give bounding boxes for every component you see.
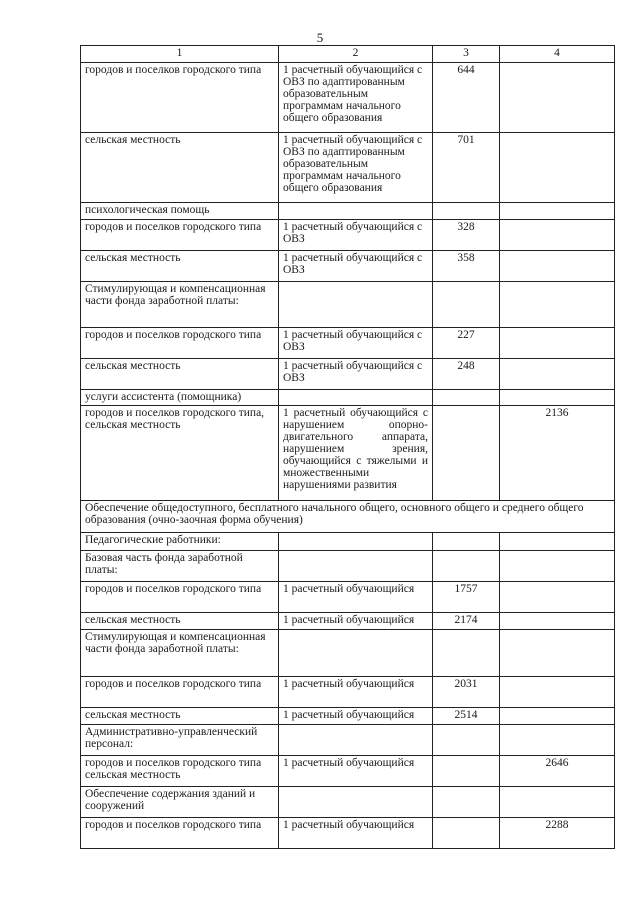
- table-row: [81, 328, 615, 359]
- table-row: [81, 406, 615, 501]
- cell-value-col3: [433, 282, 500, 328]
- cell-unit: 1 расчетный обучающийся с ОВЗ: [279, 220, 433, 251]
- cell-value-col4: 2646: [500, 756, 615, 787]
- column-header-4: 4: [500, 46, 615, 63]
- cell-value-col4: [500, 551, 615, 582]
- cell-value-col4: [500, 677, 615, 708]
- cell-value-col4: [500, 725, 615, 756]
- cell-category: городов и поселков городского типа сельская местность: [81, 756, 279, 787]
- table-row: [81, 533, 615, 551]
- cell-value-col3: 227: [433, 328, 500, 359]
- cell-value-col3: [433, 390, 500, 406]
- table-row: [81, 630, 615, 677]
- cell-value-col3: 328: [433, 220, 500, 251]
- cell-unit: 1 расчетный обучающийся с ОВЗ по адаптированным образовательным программам начального общего образования: [279, 133, 433, 203]
- cell-value-col4: [500, 708, 615, 725]
- cell-category: сельская местность: [81, 251, 279, 282]
- table-row: [81, 133, 615, 203]
- cell-value-col4: [500, 133, 615, 203]
- cell-category: Педагогические работники:: [81, 533, 279, 551]
- cell-unit: 1 расчетный обучающийся: [279, 818, 433, 849]
- cell-unit: [279, 282, 433, 328]
- column-header-3: 3: [433, 46, 500, 63]
- table-row: [81, 551, 615, 582]
- table-body: [81, 63, 615, 849]
- cell-unit: 1 расчетный обучающийся с ОВЗ: [279, 328, 433, 359]
- cell-value-col4: [500, 613, 615, 630]
- cell-unit: [279, 533, 433, 551]
- cell-value-col4: [500, 533, 615, 551]
- cell-value-col3: [433, 406, 500, 501]
- page-number: 5: [316, 30, 324, 45]
- cell-value-col3: [433, 203, 500, 220]
- table-row: [81, 787, 615, 818]
- cell-category: психологическая помощь: [81, 203, 279, 220]
- table-row: [81, 677, 615, 708]
- table-row: [81, 390, 615, 406]
- table-row: [81, 501, 615, 533]
- cell-category: городов и поселков городского типа: [81, 220, 279, 251]
- table-row: [81, 63, 615, 133]
- cell-category: Стимулирующая и компенсационная части фонда заработной платы:: [81, 282, 279, 328]
- cell-value-col4: [500, 220, 615, 251]
- cell-value-col4: [500, 787, 615, 818]
- cell-value-col3: 2031: [433, 677, 500, 708]
- norms-table: [80, 45, 615, 849]
- cell-unit: [279, 787, 433, 818]
- cell-category: Обеспечение содержания зданий и сооружений: [81, 787, 279, 818]
- table-row: [81, 725, 615, 756]
- cell-value-col4: [500, 251, 615, 282]
- cell-value-col4: [500, 582, 615, 613]
- table-row: [81, 708, 615, 725]
- table-row: [81, 251, 615, 282]
- cell-category: городов и поселков городского типа: [81, 63, 279, 133]
- cell-value-col4: 2288: [500, 818, 615, 849]
- cell-category: городов и поселков городского типа: [81, 328, 279, 359]
- cell-value-col4: [500, 203, 615, 220]
- header-row: [81, 46, 615, 63]
- cell-category: городов и поселков городского типа: [81, 818, 279, 849]
- cell-value-col4: [500, 390, 615, 406]
- cell-unit: 1 расчетный обучающийся с ОВЗ: [279, 359, 433, 390]
- cell-unit: 1 расчетный обучающийся с ОВЗ: [279, 251, 433, 282]
- cell-value-col3: [433, 818, 500, 849]
- table-row: [81, 282, 615, 328]
- cell-unit: [279, 203, 433, 220]
- cell-category: Административно-управленческий персонал:: [81, 725, 279, 756]
- cell-value-col3: 2174: [433, 613, 500, 630]
- table-row: [81, 359, 615, 390]
- cell-category: Стимулирующая и компенсационная части фонда заработной платы:: [81, 630, 279, 677]
- table-row: [81, 220, 615, 251]
- cell-unit: 1 расчетный обучающийся с нарушением опорно-двигательного аппарата, нарушением зрения, обучающийся с тяжелыми и множественными нарушениями развития: [279, 406, 433, 501]
- cell-value-col3: 1757: [433, 582, 500, 613]
- cell-value-col3: [433, 787, 500, 818]
- cell-value-col4: [500, 630, 615, 677]
- cell-unit: [279, 390, 433, 406]
- cell-value-col4: [500, 328, 615, 359]
- cell-value-col3: 701: [433, 133, 500, 203]
- cell-category: услуги ассистента (помощника): [81, 390, 279, 406]
- cell-unit: 1 расчетный обучающийся: [279, 677, 433, 708]
- table-row: [81, 613, 615, 630]
- cell-value-col4: [500, 359, 615, 390]
- cell-value-col3: [433, 756, 500, 787]
- cell-unit: 1 расчетный обучающийся: [279, 756, 433, 787]
- cell-category: сельская местность: [81, 359, 279, 390]
- cell-unit: 1 расчетный обучающийся: [279, 613, 433, 630]
- cell-value-col3: 644: [433, 63, 500, 133]
- cell-unit: 1 расчетный обучающийся: [279, 708, 433, 725]
- cell-category: городов и поселков городского типа, сельская местность: [81, 406, 279, 501]
- cell-category: сельская местность: [81, 133, 279, 203]
- cell-category: Базовая часть фонда заработной платы:: [81, 551, 279, 582]
- column-header-2: 2: [279, 46, 433, 63]
- table-row: [81, 203, 615, 220]
- cell-value-col4: [500, 282, 615, 328]
- table-row: [81, 582, 615, 613]
- column-header-1: 1: [81, 46, 279, 63]
- cell-value-col3: [433, 630, 500, 677]
- cell-unit: 1 расчетный обучающийся с ОВЗ по адаптированным образовательным программам начального общего образования: [279, 63, 433, 133]
- cell-unit: [279, 630, 433, 677]
- cell-category: городов и поселков городского типа: [81, 582, 279, 613]
- cell-value-col3: [433, 551, 500, 582]
- cell-category: сельская местность: [81, 708, 279, 725]
- table-row: [81, 818, 615, 849]
- cell-value-col3: 358: [433, 251, 500, 282]
- cell-unit: 1 расчетный обучающийся: [279, 582, 433, 613]
- cell-value-col3: 2514: [433, 708, 500, 725]
- cell-value-col3: [433, 725, 500, 756]
- table-row: [81, 756, 615, 787]
- cell-value-col4: 2136: [500, 406, 615, 501]
- section-heading-cell: Обеспечение общедоступного, бесплатного начального общего, основного общего и среднего общего образования (очно-заочная форма обучения): [81, 501, 615, 533]
- cell-unit: [279, 551, 433, 582]
- cell-value-col3: 248: [433, 359, 500, 390]
- cell-unit: [279, 725, 433, 756]
- cell-category: городов и поселков городского типа: [81, 677, 279, 708]
- cell-category: сельская местность: [81, 613, 279, 630]
- cell-value-col4: [500, 63, 615, 133]
- cell-value-col3: [433, 533, 500, 551]
